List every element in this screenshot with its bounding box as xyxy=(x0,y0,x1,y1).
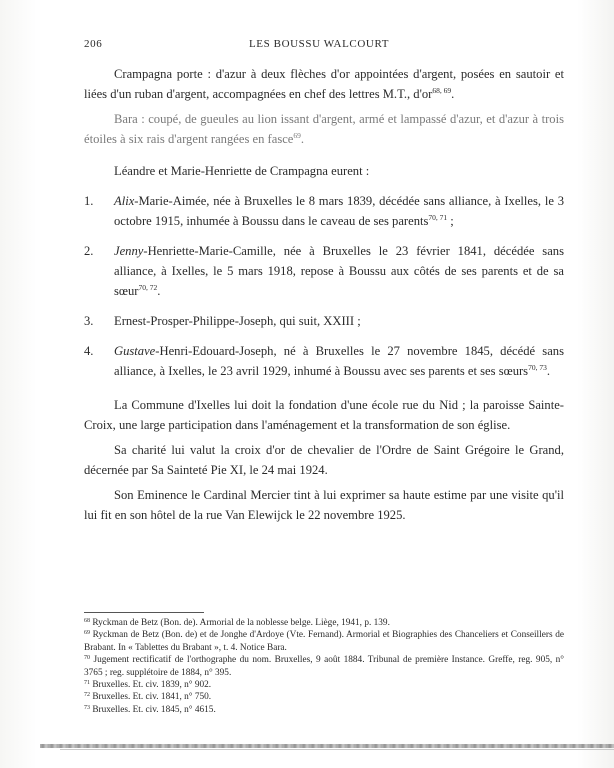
footnote-ref: 70, 72 xyxy=(138,283,158,292)
footnote: $^{68}$ Ryckman de Betz (Bon. de). Armorial de la noblesse belge. Liège, 1941, p. 139. xyxy=(84,618,390,628)
heraldry-crampagna: Crampagna porte : d'azur à deux flèches d'or appointées d'argent, posées en sautoir et liées d'un ruban d'argent, accompagnées en chef des lettres M.T., d'or$^{68, 69}$. xyxy=(84,67,564,101)
footnote: $^{72}$ Bruxelles. Et. civ. 1841, n° 750. xyxy=(84,692,212,703)
footnote-ref: 70, 71 xyxy=(428,213,448,222)
paragraph-mercier: Son Eminence le Cardinal Mercier tint à lui exprimer sa haute estime par une visite qu'il lui fit en son hôtel de la rue Van Elewijck le 22 novembre 1925. xyxy=(84,488,564,522)
child-number: 4. xyxy=(84,344,94,358)
footnote: $^{73}$ Bruxelles. Et. civ. 1845, n° 4615. xyxy=(84,704,216,715)
footnote: $^{70}$ Jugement rectificatif de l'orthographe du nom. Bruxelles, 9 août 1884. Tribunal de première Instance. Greffe, reg. 905, n° 3765 ; reg. supplétoire de 1884, n° 395. xyxy=(84,655,565,678)
child-entry: 1. Alix-Marie-Aimée, née à Bruxelles le 8 mars 1839, décédée sans alliance, à Ixelles, le 3 octobre 1915, inhumée à Boussu dans le caveau de ses parents$^{70, 71}$ ; xyxy=(84,191,564,231)
main-text xyxy=(84,64,564,525)
paragraph-charity: Sa charité lui valut la croix d'or de chevalier de l'Ordre de Saint Grégoire le Grand, décernée par Sa Sainteté Pie XI, le 24 mai 1924. xyxy=(84,443,564,477)
page-number: 206 xyxy=(84,38,103,50)
footnote: $^{71}$ Bruxelles. Et. civ. 1839, n° 902. xyxy=(84,680,212,691)
child-name: Gustave xyxy=(114,344,156,358)
running-title: LES BOUSSU WALCOURT xyxy=(248,38,390,50)
child-name: Alix xyxy=(114,194,135,208)
child-number: 1. xyxy=(84,194,94,208)
child-entry: 3. Ernest-Prosper-Philippe-Joseph, qui suit, XXIII ; xyxy=(84,311,564,331)
page-header xyxy=(84,38,554,54)
child-name: Jenny xyxy=(114,244,144,258)
child-entry: 2. Jenny-Henriette-Marie-Camille, née à Bruxelles le 23 février 1841, décédée sans alliance, à Ixelles, le 5 mars 1918, repose à Boussu aux côtés de ses parents et de sa sœur$^{70, 72}$. xyxy=(84,241,564,301)
footnote: $^{69}$ Ryckman de Betz (Bon. de) et de Jonghe d'Ardoye (Vte. Fernand). Armorial et Biographies des Chanceliers et Conseillers de Brabant. In « Tablettes du Brabant », t. 4. Notice Bara. xyxy=(84,630,564,653)
children-intro: Léandre et Marie-Henriette de Crampagna eurent : xyxy=(114,164,370,178)
paragraph-ixelles: La Commune d'Ixelles lui doit la fondation d'une école rue du Nid ; la paroisse Sainte-Croix, une large participation dans l'aménagement et la transformation de son église. xyxy=(84,398,564,432)
child-number: 2. xyxy=(84,244,94,258)
footnote-rule xyxy=(84,612,204,613)
heraldry-bara: Bara : coupé, de gueules au lion issant d'argent, armé et lampassé d'azur, et d'azur à trois étoiles à six rais d'argent rangées en fasce$^{69}$. xyxy=(84,112,564,146)
child-entry: 4. Gustave-Henri-Edouard-Joseph, né à Bruxelles le 27 novembre 1845, décédé sans alliance, à Ixelles, le 23 avril 1929, inhumé à Boussu avec ses parents et ses sœurs$^{70, 73}$. xyxy=(84,341,564,381)
footnote-ref: 70, 73 xyxy=(528,363,547,372)
child-number: 3. xyxy=(84,314,94,328)
footnote-ref: 69 xyxy=(293,131,301,140)
footnote-ref: 68, 69 xyxy=(432,86,452,95)
footnotes xyxy=(84,617,564,716)
scan-bottom-edge xyxy=(40,744,614,748)
scan-bottom-shadow xyxy=(60,749,614,750)
